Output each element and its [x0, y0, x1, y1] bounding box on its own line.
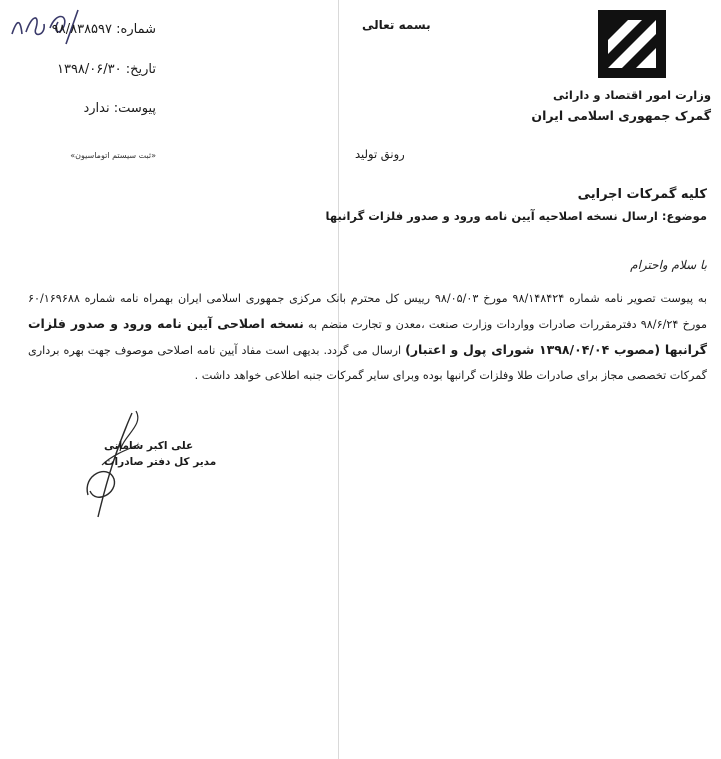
- addressee: کلیه گمرکات اجرایی: [577, 187, 707, 202]
- customs-name: گمرک جمهوری اسلامی ایران: [531, 108, 711, 123]
- subject-line: موضوع: ارسال نسخه اصلاحیه آیین نامه ورود و صدور فلزات گرانبها: [325, 209, 707, 223]
- customs-logo: [598, 10, 666, 78]
- date-value: ۱۳۹۸/۰۶/۳۰: [56, 62, 122, 77]
- ministry-name: وزارت امور اقتصاد و دارائی: [552, 88, 711, 102]
- number-value: ۹۸/۸۳۸۵۹۷: [51, 22, 113, 37]
- letter-number: [52, 22, 156, 37]
- greeting: با سلام واحترام: [630, 258, 707, 272]
- signatory-title: مدیر کل دفتر صادرات: [104, 456, 217, 468]
- body-text-2: ارسال می گردد. بدیهی است مفاد آیین نامه اصلاحی موصوف جهت بهره برداری گمرکات تخصصی مجاز برای صادرات طلا وفلزات گرانبها بوده وبرای سایر گمرکات جنبه اطلاعی خواهد داشت .: [28, 344, 707, 382]
- letter-date: [57, 62, 156, 77]
- letter-body: [28, 286, 707, 388]
- body-text-1: به پیوست تصویر نامه شماره ۹۸/۱۴۸۴۲۴ مورخ ۹۸/۰۵/۰۳ رییس کل محترم بانک مرکزی جمهوری اسلامی ایران بهمراه نامه شماره ۶۰/۱۶۹۶۸۸ مورخ ۹۸/۶/۲۴ دفترمقررات صادرات وواردات وزارت صنعت ،معدن و تجارت منضم به: [28, 292, 707, 331]
- signatory-name: علی اکبر شامانی: [104, 440, 194, 452]
- basmala: بسمه تعالی: [362, 18, 431, 32]
- number-label: شماره:: [116, 22, 156, 37]
- letter-attachment: [83, 101, 156, 116]
- attachment-value: ندارد: [83, 101, 110, 116]
- cc-note: رونق تولید: [355, 147, 405, 161]
- attachment-label: پیوست:: [113, 101, 156, 116]
- body-bold-text: نسخه اصلاحی آیین نامه ورود و صدور فلزات گرانبها (مصوب ۱۳۹۸/۰۴/۰۴ شورای پول و اعتبار): [28, 316, 707, 357]
- automation-note: «ثبت سیستم اتوماسیون»: [70, 151, 156, 160]
- date-label: تاریخ:: [125, 62, 156, 77]
